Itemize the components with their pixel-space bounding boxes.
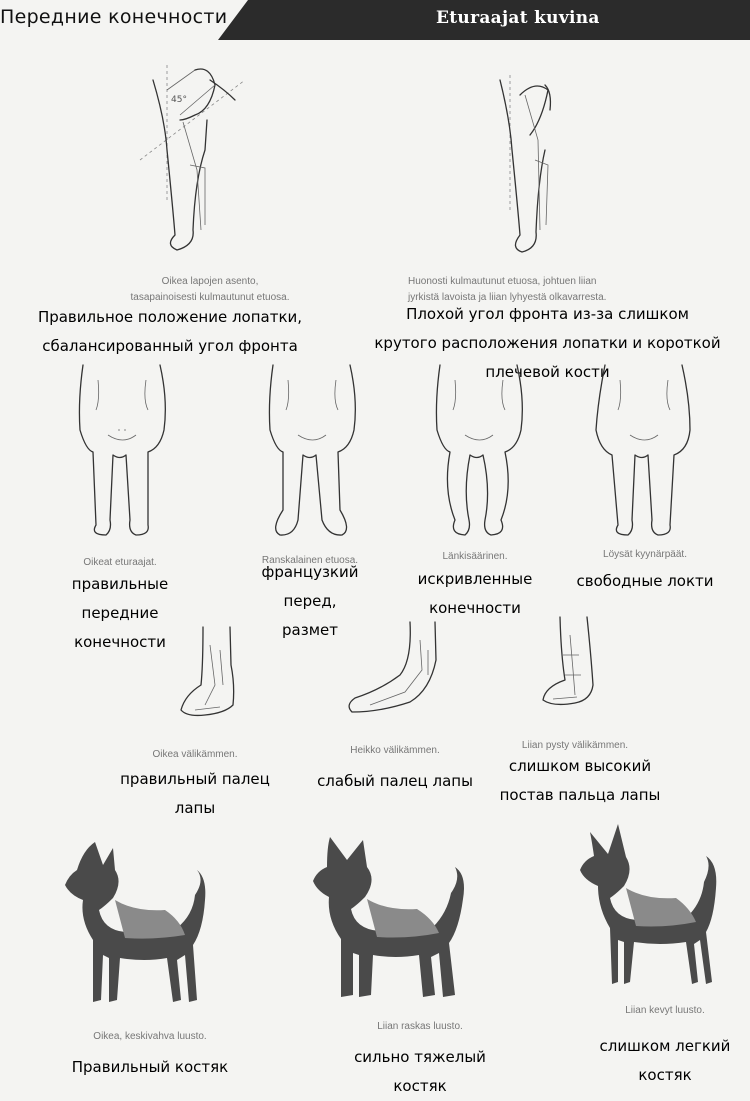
caption-fi-pastern-correct: Oikea välikämmen. (152, 749, 238, 760)
caption-ru-line: конечности (429, 599, 521, 617)
caption-ru-line: постав пальца лапы (499, 786, 661, 804)
caption-ru-shoulder-correct (20, 303, 320, 361)
caption-ru-front-loose (560, 567, 730, 596)
front-loose-elbows-illustration (590, 360, 700, 540)
caption-ru-line: сбалансированный угол фронта (42, 337, 298, 355)
caption-ru-line: костяк (638, 1066, 692, 1084)
caption-ru-line: лапы (174, 799, 216, 817)
caption-ru-pastern-correct (115, 765, 275, 823)
dog-light-bone-illustration (570, 822, 730, 992)
caption-fi-front-correct: Oikeat eturaajat. (83, 557, 157, 568)
shoulder-correct-illustration (135, 60, 265, 260)
caption-ru-line: слишком легкий (599, 1037, 731, 1055)
front-bowed-illustration (425, 360, 535, 540)
caption-ru-line: слишком высокий (508, 757, 652, 775)
caption-fi-line: jyrkistä lavoista ja liian lyhyestä olkavarresta. (408, 292, 607, 303)
caption-ru-line: перед, (283, 592, 337, 610)
caption-ru-pastern-weak (300, 767, 490, 796)
caption-ru-line: Правильное положение лопатки, (37, 308, 303, 326)
caption-fi-front-french: Ranskalainen etuosa. (261, 555, 359, 566)
caption-ru-line: сильно тяжелый (354, 1048, 486, 1066)
caption-ru-line: костяк (393, 1077, 447, 1095)
caption-ru-line: искривленные (417, 570, 533, 588)
caption-ru-line: Плохой угол фронта из-за слишком (406, 305, 689, 323)
caption-fi-shoulder-correct (90, 274, 330, 306)
page-title-fi: Eturaajat kuvina (436, 8, 600, 28)
caption-ru-line: правильные (71, 575, 169, 593)
caption-ru-line: свободные локти (576, 572, 714, 590)
pastern-weak-illustration (340, 620, 450, 720)
dog-heavy-bone-illustration (305, 835, 475, 1005)
caption-ru-line: Правильный костяк (71, 1058, 229, 1076)
caption-ru-line: конечности (74, 633, 166, 651)
caption-ru-line: французкий (261, 563, 359, 581)
pastern-correct-illustration (175, 625, 245, 725)
caption-fi-line: Huonosti kulmautunut etuosa, johtuen liian (408, 276, 597, 287)
caption-fi-line: tasapainoisesti kulmautunut etuosa. (130, 292, 290, 303)
caption-fi-front-loose: Löysät kyynärpäät. (603, 549, 687, 560)
caption-ru-line: плечевой кости (485, 363, 610, 381)
caption-fi-dog-heavy: Liian raskas luusto. (377, 1021, 463, 1032)
dog-medium-bone-illustration (55, 840, 215, 1010)
caption-fi-line: Oikea lapojen asento, (161, 276, 259, 287)
caption-ru-dog-heavy (325, 1043, 515, 1101)
angle-label: 45° (171, 95, 187, 105)
caption-fi-dog-light: Liian kevyt luusto. (625, 1005, 705, 1016)
caption-ru-line: передние (81, 604, 159, 622)
caption-ru-dog-medium (50, 1053, 250, 1082)
caption-ru-line: крутого расположения лопатки и короткой (374, 334, 721, 352)
front-correct-illustration (68, 360, 178, 540)
caption-ru-line: размет (282, 621, 338, 639)
caption-fi-pastern-weak: Heikko välikämmen. (350, 745, 440, 756)
front-french-illustration (258, 360, 368, 540)
caption-fi-dog-medium: Oikea, keskivahva luusto. (93, 1031, 207, 1042)
caption-ru-pastern-upright (490, 752, 670, 810)
caption-fi-pastern-upright: Liian pysty välikämmen. (521, 740, 629, 751)
caption-ru-dog-light (580, 1032, 750, 1090)
pastern-upright-illustration (535, 615, 605, 715)
caption-ru-front-bowed (395, 565, 555, 623)
page-title-ru: Передние конечности (0, 6, 228, 28)
caption-fi-front-bowed: Länkisäärinen. (442, 551, 508, 562)
caption-ru-line: слабый палец лапы (317, 772, 473, 790)
caption-ru-line: правильный палец (120, 770, 270, 788)
shoulder-poor-illustration (480, 70, 600, 260)
